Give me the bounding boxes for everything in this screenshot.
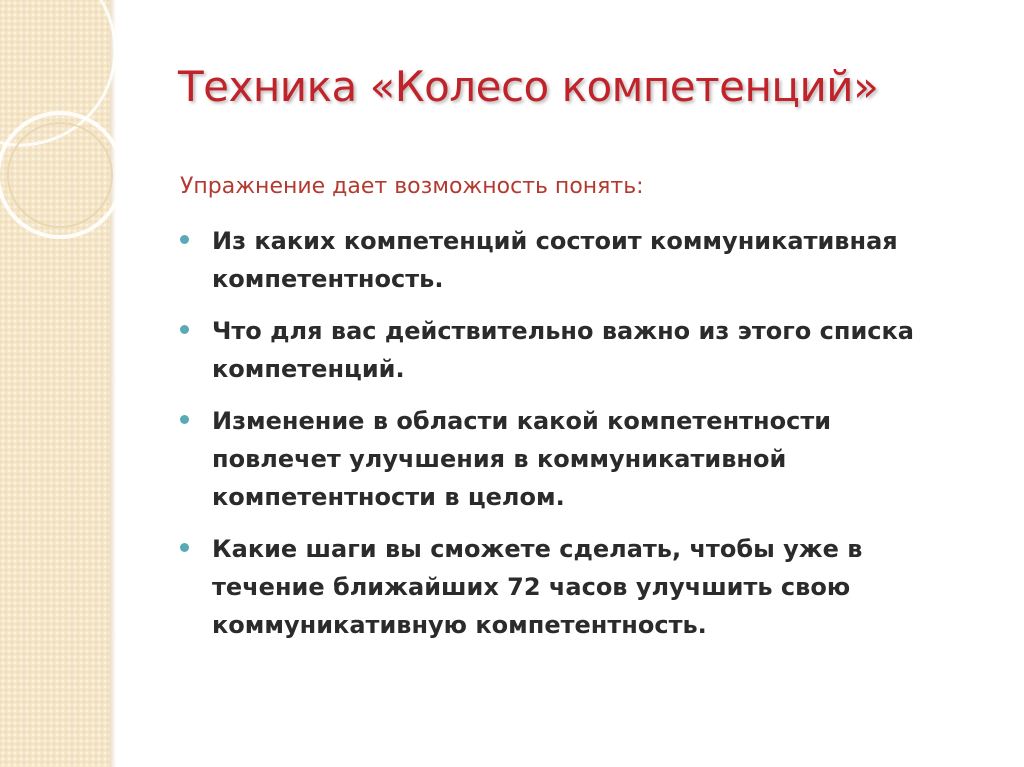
bullet-line: Какие шаги вы сможете сделать, чтобы уже в: [212, 535, 863, 563]
bullet-line: компетентность.: [212, 265, 444, 293]
bullet-marker-icon: [180, 543, 189, 552]
decorative-circle-middle: [0, 113, 122, 237]
bullet-item: [180, 530, 980, 644]
slide-intro: Упражнение дает возможность понять:: [180, 174, 644, 199]
bullet-marker-icon: [180, 325, 189, 334]
slide-title: Техника «Колесо компетенций»: [178, 62, 879, 111]
bullet-marker-icon: [180, 235, 189, 244]
bullet-item: [180, 402, 980, 516]
bullet-line: Изменение в области какой компетентности: [212, 407, 832, 435]
bullet-item: [180, 222, 980, 298]
bullet-item: [180, 312, 980, 388]
bullet-line: течение ближайших 72 часов улучшить свою: [212, 573, 851, 601]
bullet-marker-icon: [180, 415, 189, 424]
bullet-line: коммуникативную компетентность.: [212, 611, 707, 639]
bullet-line: компетенций.: [212, 355, 405, 383]
bullet-line: компетентности в целом.: [212, 483, 565, 511]
bullet-line: Из каких компетенций состоит коммуникативная: [212, 227, 898, 255]
decorative-circle-middle-inner: [8, 123, 112, 227]
bullet-line: Что для вас действительно важно из этого списка: [212, 317, 914, 345]
bullet-list: [180, 222, 980, 658]
bullet-line: повлечет улучшения в коммуникативной: [212, 445, 787, 473]
